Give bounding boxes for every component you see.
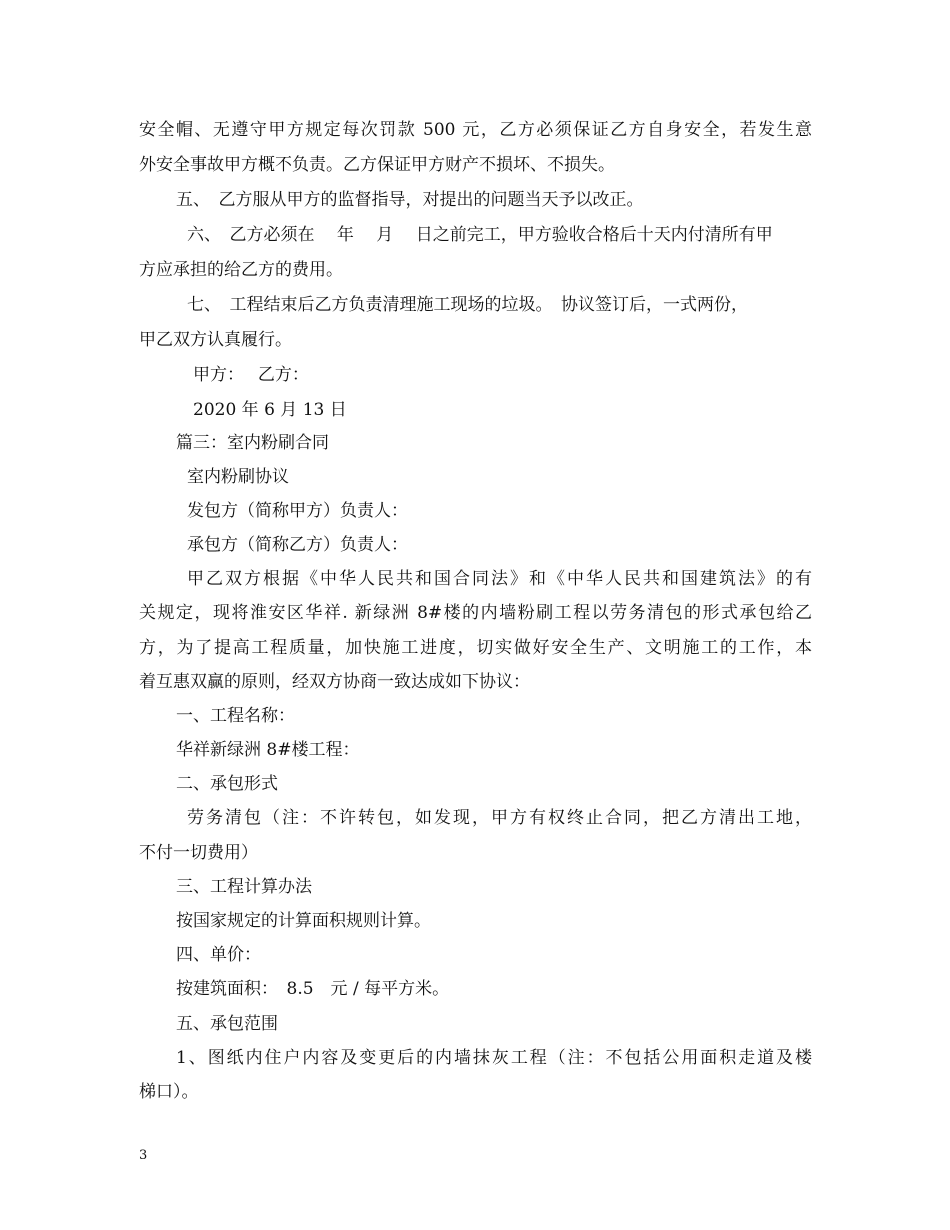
document-title: 室内粉刷协议 [187, 467, 289, 487]
text-line: 梯口）。 [139, 1082, 199, 1102]
clause-5: 五、 乙方服从甲方的监督指导，对提出的问题当天予以改正。 [176, 190, 644, 210]
text-line: 外安全事故甲方概不负责。乙方保证甲方财产不损坏、不损失。 [139, 155, 615, 175]
item-heading: 二、承包形式 [176, 774, 278, 794]
text-line: 劳务清包（注：不许转包，如发现，甲方有权终止合同，把乙方清出工地， [187, 808, 812, 828]
text-line: 华祥新绿洲 8#楼工程： [176, 740, 360, 760]
text-line: 安全帽、无遵守甲方规定每次罚款 500 元，乙方必须保证乙方自身安全，若发生意 [139, 120, 812, 140]
text-line: 着互惠双赢的原则，经双方协商一致达成如下协议： [139, 672, 530, 692]
text-line: 1、图纸内住户内容及变更后的内墙抹灰工程（注：不包括公用面积走道及楼 [176, 1048, 812, 1068]
clause-7: 七、 工程结束后乙方负责清理施工现场的垃圾。 协议签订后，一式两份， [187, 295, 748, 315]
text-line: 甲乙双方认真履行。 [139, 330, 292, 350]
text-line: 按建筑面积： 8.5 元 / 每平方米。 [176, 979, 450, 999]
item-heading: 一、工程名称： [176, 706, 295, 726]
section-heading: 篇三：室内粉刷合同 [176, 433, 329, 453]
signature-date: 2020 年 6 月 13 日 [193, 400, 347, 420]
text-line: 关规定，现将淮安区华祥. 新绿洲 8#楼的内墙粉刷工程以劳务清包的形式承包给乙 [139, 603, 812, 623]
text-line: 甲乙双方根据《中华人民共和国合同法》和《中华人民共和国建筑法》的有 [187, 569, 812, 589]
party-b-line: 承包方（简称乙方）负责人： [187, 535, 408, 555]
text-line: 不付一切费用） [139, 843, 258, 863]
item-heading: 四、单价： [176, 945, 261, 965]
clause-6: 六、 乙方必须在 年 月 日之前完工，甲方验收合格后十天内付清所有甲 [187, 225, 773, 245]
party-a-line: 发包方（简称甲方）负责人： [187, 501, 408, 521]
page-number: 3 [139, 1148, 148, 1163]
item-heading: 三、工程计算办法 [176, 877, 312, 897]
text-line: 方应承担的给乙方的费用。 [139, 260, 343, 280]
text-line: 方，为了提高工程质量，加快施工进度，切实做好安全生产、文明施工的工作，本 [139, 638, 812, 658]
item-heading: 五、承包范围 [176, 1014, 278, 1034]
signature-parties: 甲方： 乙方： [193, 365, 309, 385]
text-line: 按国家规定的计算面积规则计算。 [176, 911, 431, 931]
